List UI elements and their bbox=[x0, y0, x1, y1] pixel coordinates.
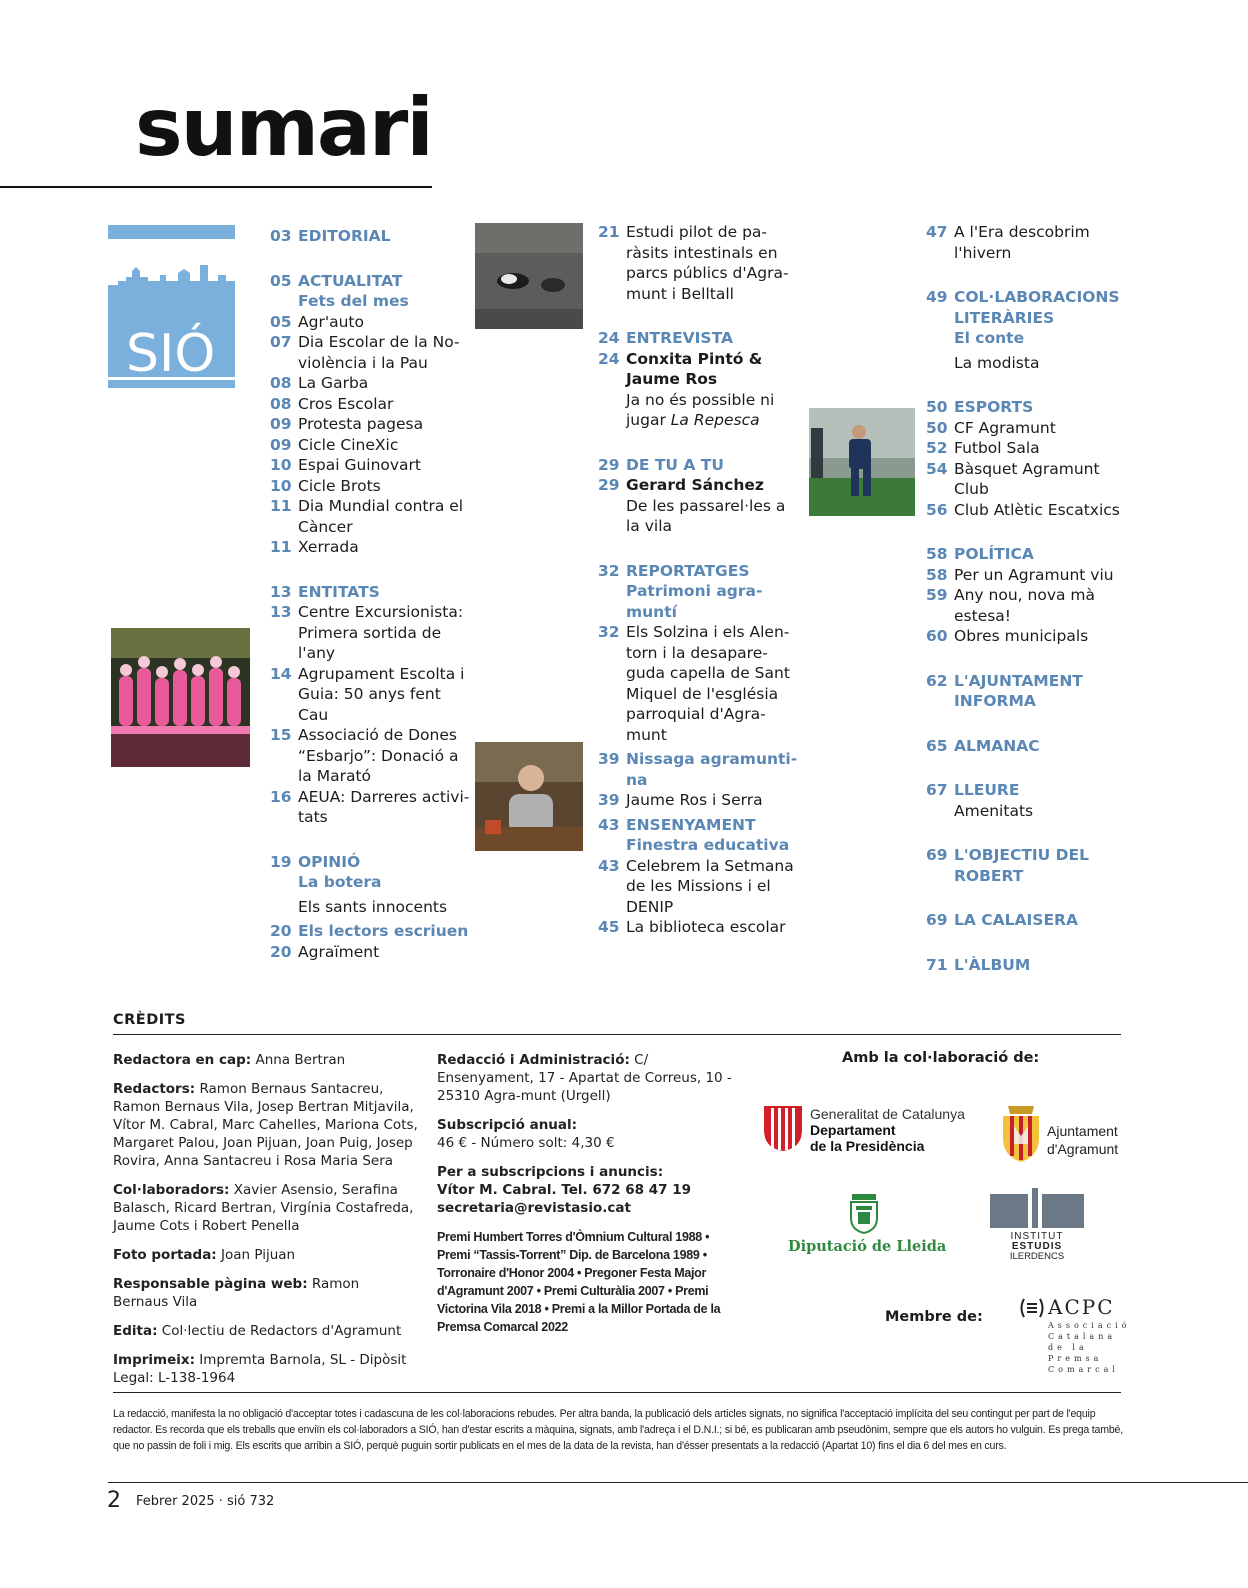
entry-title: Gerard Sánchez bbox=[626, 476, 764, 494]
entry-title: Jaume Ros i Serra bbox=[626, 791, 763, 809]
sio-logo bbox=[108, 225, 238, 392]
entry-title: AEUA: Darreres activi-tats bbox=[298, 787, 470, 826]
credit-subscription: Subscripció anual: 46 € - Número solt: 4,30 € bbox=[437, 1117, 615, 1151]
entry-title: ENTITATS bbox=[298, 582, 380, 601]
entry-title: Bàsquet Agramunt Club bbox=[954, 459, 1100, 498]
toc-entry bbox=[598, 390, 798, 431]
page-ref: 09 bbox=[270, 435, 292, 454]
page-ref: 11 bbox=[270, 538, 292, 556]
entry-title: La biblioteca escolar bbox=[626, 918, 786, 936]
footer-rule bbox=[108, 1482, 1248, 1483]
page-ref: 49 bbox=[926, 288, 948, 306]
entry-title: Espai Guinovart bbox=[298, 456, 422, 474]
page-ref: 43 bbox=[598, 815, 620, 834]
entry-title: ENTREVISTA bbox=[626, 329, 733, 347]
entry-title: Club Atlètic Escatxics bbox=[954, 500, 1120, 519]
credit-contact: Per a subscripcions i anuncis: Vítor M. Cabral. Tel. 672 68 47 19 secretaria@revistasio.cat bbox=[437, 1164, 691, 1216]
page-ref: 32 bbox=[598, 623, 620, 641]
toc-section bbox=[598, 561, 798, 582]
entry-title: DE TU A TU bbox=[626, 455, 724, 474]
disclaimer-rule bbox=[113, 1392, 1121, 1393]
page-ref: 29 bbox=[598, 476, 620, 494]
toc-entry bbox=[598, 917, 798, 938]
toc-entry bbox=[926, 565, 1126, 586]
page-ref: 20 bbox=[270, 942, 292, 961]
page-ref: 16 bbox=[270, 787, 292, 806]
page-ref bbox=[270, 872, 298, 893]
credit-web: Responsable pàgina web: Ramon Bernaus Vila bbox=[113, 1276, 360, 1310]
credits-rule bbox=[113, 1034, 1121, 1035]
entry-title: Fets del mes bbox=[298, 292, 409, 310]
page-ref: 14 bbox=[270, 664, 292, 683]
ajuntament-shield-icon bbox=[1000, 1104, 1042, 1164]
toc-entry bbox=[270, 537, 470, 558]
toc-entry bbox=[926, 418, 1126, 439]
toc-section bbox=[270, 226, 470, 247]
toc-subsection bbox=[270, 872, 470, 893]
toc-section bbox=[270, 921, 470, 942]
page-ref: 67 bbox=[926, 781, 948, 799]
page-ref: 21 bbox=[598, 223, 620, 241]
entry-title: Celebrem la Setmana de les Missions i el DENIP bbox=[626, 856, 794, 916]
acpc-logo-icon bbox=[1018, 1297, 1046, 1319]
toc-entry bbox=[270, 332, 470, 373]
ajuntament-logo: Ajuntament d'Agramunt bbox=[1047, 1123, 1119, 1157]
page-ref bbox=[598, 390, 626, 431]
toc-section bbox=[926, 910, 1126, 931]
member-label: Membre de: bbox=[885, 1309, 983, 1325]
credit-printer: Imprimeix: Impremta Barnola, SL - Dipòsit Legal: L-138-1964 bbox=[113, 1352, 407, 1386]
collaboration-heading: Amb la col·laboració de: bbox=[842, 1050, 1040, 1066]
toc-section bbox=[926, 736, 1126, 757]
page-ref: 09 bbox=[270, 415, 292, 433]
prizes-text: Premi Humbert Torres d'Òmnium Cultural 1988 • Premi “Tassis-Torrent” Dip. de Barcelona 1989 • Torronaire d'Honor 2004 • Pregoner Festa Major d'Agramunt 2007 • Premi Culturàlia 2007 • Premi Victorina Vila 2018 • Premi a la Millor Portada de la Premsa Comarcal 2022 bbox=[437, 1230, 721, 1334]
page-ref: 24 bbox=[598, 349, 620, 368]
page-ref: 50 bbox=[926, 398, 948, 416]
page-number: 2 bbox=[107, 1488, 121, 1513]
toc-entry bbox=[270, 394, 470, 415]
entry-title: Per un Agramunt viu bbox=[954, 565, 1114, 584]
entry-title: ALMANAC bbox=[954, 736, 1040, 755]
page-ref: 08 bbox=[270, 374, 292, 392]
page-ref: 47 bbox=[926, 223, 948, 241]
entry-title: EDITORIAL bbox=[298, 227, 391, 245]
toc-entry bbox=[270, 787, 470, 828]
toc-section bbox=[598, 749, 798, 790]
entry-title: ACTUALITAT bbox=[298, 271, 403, 290]
toc-entry bbox=[270, 476, 470, 497]
entry-title: L'ÀLBUM bbox=[954, 955, 1031, 974]
issue-info: Febrer 2025 · sió 732 bbox=[136, 1494, 275, 1509]
toc-entry bbox=[926, 222, 1126, 263]
page-ref: 50 bbox=[926, 418, 948, 437]
entry-title: Protesta pagesa bbox=[298, 415, 424, 433]
photo-interview bbox=[475, 742, 583, 851]
toc-subsection bbox=[926, 328, 1126, 349]
page-ref: 24 bbox=[598, 329, 620, 347]
toc-section bbox=[598, 455, 798, 476]
photo-dancers bbox=[111, 628, 250, 767]
page-ref bbox=[598, 496, 626, 537]
page-ref: 10 bbox=[270, 476, 292, 495]
page-ref bbox=[270, 897, 298, 918]
toc-column-1 bbox=[270, 222, 470, 962]
toc-entry bbox=[598, 349, 798, 390]
entry-title: Dia Mundial contra el Càncer bbox=[298, 497, 464, 536]
page-ref: 32 bbox=[598, 561, 620, 580]
entry-title: La Garba bbox=[298, 374, 369, 392]
toc-section bbox=[926, 544, 1126, 565]
toc-section bbox=[598, 328, 798, 349]
entry-title: Nissaga agramunti-na bbox=[626, 750, 798, 789]
toc-subsection bbox=[270, 291, 470, 312]
entry-title: Agraïment bbox=[298, 942, 380, 961]
entry-title: Cros Escolar bbox=[298, 394, 394, 413]
page-ref: 08 bbox=[270, 394, 292, 413]
entry-title: Agrupament Escolta i Guia: 50 anys fent Cau bbox=[298, 664, 465, 724]
toc-entry bbox=[270, 435, 470, 456]
toc-section bbox=[926, 397, 1126, 418]
page-title: sumari bbox=[135, 81, 432, 174]
entry-title: CF Agramunt bbox=[954, 418, 1056, 437]
disclaimer-text: La redacció, manifesta la no obligació d'acceptar totes i cadascuna de les col·laboracions rebudes. Per altra banda, la publicació dels articles signats, no significa l'acceptació implícita del seu contingut per part de l'equip redactor. Es recorda que els treballs que enviïn els col·laboradors a SIÓ, han d'estar escrits a màquina, signats, amb l'adreça i el D.N.I.; si bé, es publicaran amb pseudònim, sempre que els autors ho vulguin. Es prega també, que no passin de foli i mig. Els escrits que arribin a SIÓ, perquè puguin sortir publicats en el mes de la data de la revista, han d'ésser presentats a la redacció (Apartat 10) fins el dia 6 del mes en curs. bbox=[113, 1408, 1123, 1452]
entry-title: L'AJUNTAMENT INFORMA bbox=[954, 671, 1083, 710]
entry-title: Patrimoni agra-muntí bbox=[626, 582, 763, 621]
toc-entry bbox=[270, 373, 470, 394]
credit-redactors: Redactors: Ramon Bernaus Santacreu, Ramon Bernaus Vila, Josep Bertran Mitjavila, Vítor M. Cabral, Marc Cahelles, Mariona Cots, Margaret Palou, Joan Pijuan, Joan Puig, Josep Rovira, Anna Santacreu i Rosa Maria Sera bbox=[113, 1081, 418, 1169]
credits-left bbox=[113, 1051, 418, 1398]
toc-section bbox=[926, 845, 1126, 886]
entry-title: Els sants innocents bbox=[298, 897, 448, 916]
page-ref: 39 bbox=[598, 791, 620, 809]
toc-entry bbox=[270, 455, 470, 476]
entry-title: De les passarel·les a la vila bbox=[626, 496, 786, 535]
credits-heading: CRÈDITS bbox=[113, 1012, 186, 1028]
page-ref: 13 bbox=[270, 582, 292, 601]
toc-entry bbox=[598, 790, 798, 811]
page-ref bbox=[926, 801, 954, 822]
photo-park bbox=[475, 223, 583, 329]
page-ref: 62 bbox=[926, 671, 948, 690]
page-ref: 20 bbox=[270, 922, 292, 940]
page-ref: 69 bbox=[926, 846, 948, 864]
entry-title: Futbol Sala bbox=[954, 439, 1040, 457]
diputacio-shield-icon bbox=[848, 1192, 880, 1234]
title-rule bbox=[0, 186, 432, 188]
page-ref bbox=[926, 353, 954, 374]
entry-title: Cicle Brots bbox=[298, 476, 381, 495]
page-ref: 29 bbox=[598, 455, 620, 474]
entry-title: A l'Era descobrim l'hivern bbox=[954, 223, 1090, 262]
page-ref: 59 bbox=[926, 586, 948, 604]
toc-section bbox=[926, 287, 1126, 328]
entry-title: Obres municipals bbox=[954, 627, 1089, 645]
toc-entry bbox=[270, 664, 470, 726]
acpc-logo: ACPC bbox=[1048, 1295, 1115, 1319]
entry-title: Els lectors escriuen bbox=[298, 922, 469, 940]
entry-title: POLÍTICA bbox=[954, 545, 1034, 563]
page-ref: 15 bbox=[270, 726, 292, 744]
toc-entry bbox=[598, 856, 798, 918]
entry-title: ENSENYAMENT bbox=[626, 815, 756, 834]
iei-logo: INSTITUT ESTUDIS ILERDENCS bbox=[1009, 1231, 1065, 1262]
toc-entry bbox=[270, 725, 470, 787]
page-ref: 19 bbox=[270, 852, 292, 871]
toc-entry bbox=[270, 312, 470, 333]
toc-entry bbox=[598, 222, 798, 304]
entry-title: ESPORTS bbox=[954, 398, 1034, 416]
logo-text: SIÓ bbox=[126, 324, 216, 384]
credit-cover-photo: Foto portada: Joan Pijuan bbox=[113, 1247, 296, 1263]
page-ref: 52 bbox=[926, 439, 948, 457]
credits-middle bbox=[437, 1051, 742, 1336]
page-ref: 56 bbox=[926, 500, 948, 519]
toc-entry bbox=[598, 496, 798, 537]
generalitat-logo: Generalitat de Catalunya Departament de la Presidència bbox=[810, 1106, 965, 1154]
toc-entry bbox=[926, 353, 1126, 374]
toc-section bbox=[598, 815, 798, 836]
page-ref bbox=[926, 328, 954, 349]
entry-title: Els Solzina i els Alen-torn i la desapare-guda capella de Sant Miquel de l'església parroquial d'Agra-munt bbox=[626, 623, 790, 744]
page-ref: 71 bbox=[926, 955, 948, 974]
photo-sports bbox=[809, 408, 915, 516]
entry-title: Amenitats bbox=[954, 801, 1034, 820]
toc-entry bbox=[270, 496, 470, 537]
toc-entry bbox=[926, 585, 1126, 626]
entry-title: Ja no és possible ni jugar La Repesca bbox=[626, 390, 775, 429]
page-ref: 05 bbox=[270, 271, 292, 290]
entry-title: Any nou, nova mà estesa! bbox=[954, 586, 1096, 625]
page-ref: 54 bbox=[926, 459, 948, 478]
toc-entry bbox=[598, 622, 798, 745]
page-ref: 07 bbox=[270, 333, 292, 351]
toc-entry bbox=[926, 438, 1126, 459]
page-ref bbox=[598, 581, 626, 622]
entry-title: Cicle CineXic bbox=[298, 435, 399, 454]
diputacio-logo: Diputació de Lleida bbox=[788, 1238, 947, 1255]
entry-title: LA CALAISERA bbox=[954, 911, 1078, 929]
entry-title: Centre Excursionista: Primera sortida de l'any bbox=[298, 603, 464, 662]
entry-title: Agr'auto bbox=[298, 312, 364, 331]
toc-subsection bbox=[598, 581, 798, 622]
page-ref: 10 bbox=[270, 456, 292, 474]
entry-title: Dia Escolar de la No-violència i la Pau bbox=[298, 333, 460, 372]
toc-entry bbox=[926, 626, 1126, 647]
toc-entry bbox=[270, 414, 470, 435]
toc-subsection bbox=[598, 835, 798, 856]
credit-address: Redacció i Administració: C/ Ensenyament, 17 - Apartat de Correus, 10 - 25310 Agra-munt (Urgell) bbox=[437, 1052, 732, 1104]
toc-entry bbox=[926, 500, 1126, 521]
page-ref: 03 bbox=[270, 227, 292, 245]
toc-entry bbox=[270, 602, 470, 664]
page-ref: 69 bbox=[926, 911, 948, 929]
toc-section bbox=[926, 780, 1126, 801]
entry-title: Xerrada bbox=[298, 538, 359, 556]
toc-entry bbox=[926, 801, 1126, 822]
entry-title: L'OBJECTIU DEL ROBERT bbox=[954, 846, 1089, 885]
page-ref: 58 bbox=[926, 565, 948, 584]
credit-publisher: Edita: Col·lectiu de Redactors d'Agramunt bbox=[113, 1323, 402, 1339]
toc-entry bbox=[270, 942, 470, 963]
generalitat-logo-icon bbox=[762, 1104, 804, 1152]
toc-column-3 bbox=[926, 222, 1126, 975]
entry-title: La botera bbox=[298, 873, 382, 891]
toc-section bbox=[926, 671, 1126, 712]
page-ref bbox=[270, 291, 298, 312]
toc-entry bbox=[270, 897, 470, 918]
credit-collaborators: Col·laboradors: Xavier Asensio, Serafina Balasch, Ricard Bertran, Virgínia Costafreda, Jaume Cots i Robert Penella bbox=[113, 1182, 414, 1234]
toc-entry bbox=[926, 459, 1126, 500]
page-ref: 39 bbox=[598, 750, 620, 768]
entry-title: La modista bbox=[954, 353, 1040, 372]
toc-entry bbox=[598, 475, 798, 496]
page-ref: 43 bbox=[598, 856, 620, 875]
toc-section bbox=[270, 852, 470, 873]
toc-section bbox=[270, 582, 470, 603]
entry-title: Estudi pilot de pa-ràsits intestinals en parcs públics d'Agra-munt i Belltall bbox=[626, 223, 789, 303]
entry-title: COL·LABORACIONS LITERÀRIES bbox=[954, 288, 1120, 327]
page-ref: 45 bbox=[598, 918, 620, 936]
page-ref: 60 bbox=[926, 627, 948, 645]
toc-column-2 bbox=[598, 222, 798, 938]
entry-title: Associació de Dones “Esbarjo”: Donació a la Marató bbox=[298, 726, 459, 785]
toc-section bbox=[926, 955, 1126, 976]
page-ref: 05 bbox=[270, 312, 292, 331]
entry-title: El conte bbox=[954, 329, 1025, 347]
entry-title: Finestra educativa bbox=[626, 836, 790, 854]
page-ref: 11 bbox=[270, 497, 292, 515]
credit-editor: Redactora en cap: Anna Bertran bbox=[113, 1052, 346, 1068]
entry-title: OPINIÓ bbox=[298, 852, 361, 871]
page-ref: 65 bbox=[926, 736, 948, 755]
entry-title: Conxita Pintó & Jaume Ros bbox=[626, 349, 763, 388]
entry-title: LLEURE bbox=[954, 781, 1020, 799]
page-ref: 58 bbox=[926, 545, 948, 563]
page-ref bbox=[598, 835, 626, 856]
page-ref: 13 bbox=[270, 603, 292, 621]
toc-section bbox=[270, 271, 470, 292]
entry-title: REPORTATGES bbox=[626, 561, 750, 580]
acpc-subtitle: Associació Catalana de la Premsa Comarcal bbox=[1048, 1321, 1131, 1374]
